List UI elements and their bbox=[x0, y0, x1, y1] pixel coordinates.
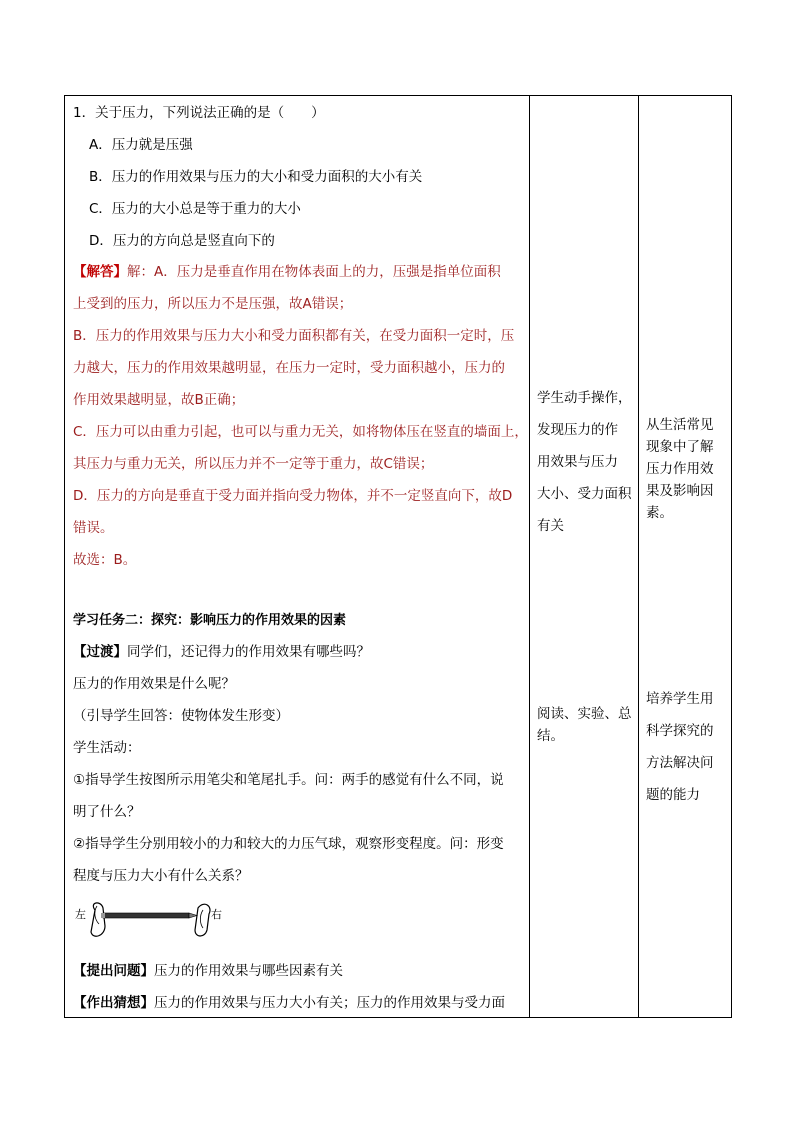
activity-1-line-1: ①指导学生按图所示用笔尖和笔尾扎手。问：两手的感觉有什么不同，说 bbox=[73, 772, 504, 788]
intent-note-1: 果及影响因 bbox=[646, 483, 714, 499]
teacher-activity-cell bbox=[65, 96, 530, 1018]
activity-2-line-1: ②指导学生分别用较小的力和较大的力压气球，观察形变程度。问：形变 bbox=[73, 836, 504, 852]
guide-answer: （引导学生回答：使物体发生形变） bbox=[73, 708, 289, 724]
table-row bbox=[65, 96, 732, 1018]
option-a: A．压力就是压强 bbox=[89, 137, 193, 153]
intent-note-1: 从生活常见 bbox=[646, 417, 714, 433]
question-stem: 1．关于压力，下列说法正确的是（ ） bbox=[73, 105, 325, 121]
option-d: D．压力的方向总是竖直向下的 bbox=[89, 233, 275, 249]
answer-tag: 【解答】 bbox=[73, 264, 127, 280]
student-note-2: 结。 bbox=[537, 728, 564, 744]
activity-label: 学生活动： bbox=[73, 740, 141, 756]
lesson-table bbox=[64, 95, 732, 1018]
intent-note-2: 科学探究的 bbox=[646, 723, 714, 739]
intent-note-1: 压力作用效 bbox=[646, 461, 714, 477]
activity-2-line-2: 程度与压力大小有什么关系？ bbox=[73, 868, 249, 884]
student-note-1: 发现压力的作 bbox=[537, 422, 618, 438]
answer-line-5: 作用效果越明显，故B正确； bbox=[73, 392, 245, 408]
intent-note-1: 现象中了解 bbox=[646, 439, 714, 455]
answer-line-3: B．压力的作用效果与压力大小和受力面积都有关，在受力面积一定时，压 bbox=[73, 328, 515, 344]
student-note-1: 大小、受力面积 bbox=[537, 486, 632, 502]
option-c: C．压力的大小总是等于重力的大小 bbox=[89, 201, 301, 217]
effect-question: 压力的作用效果是什么呢？ bbox=[73, 676, 235, 692]
student-note-1: 学生动手操作， bbox=[537, 390, 632, 406]
label-left: 左 bbox=[75, 908, 86, 921]
option-b: B．压力的作用效果与压力的大小和受力面积的大小有关 bbox=[89, 169, 423, 185]
pencil-press-illustration bbox=[73, 896, 223, 942]
label-right: 右 bbox=[211, 908, 222, 921]
student-note-2: 阅读、实验、总 bbox=[537, 706, 632, 722]
student-note-1: 用效果与压力 bbox=[537, 454, 618, 470]
activity-1-line-2: 明了什么？ bbox=[73, 804, 141, 820]
answer-choice: 故选：B。 bbox=[73, 552, 137, 568]
intent-note-2: 培养学生用 bbox=[646, 691, 714, 707]
answer-line-1: 【解答】解：A．压力是垂直作用在物体表面上的力，压强是指单位面积 bbox=[73, 264, 501, 280]
intent-note-2: 题的能力 bbox=[646, 787, 700, 803]
answer-line-2: 上受到的压力，所以压力不是压强，故A错误； bbox=[73, 296, 353, 312]
design-intent-cell bbox=[639, 96, 732, 1018]
task2-title: 学习任务二：探究：影响压力的作用效果的因素 bbox=[73, 613, 347, 628]
answer-line-8: D．压力的方向是垂直于受力面并指向受力物体，并不一定竖直向下，故D bbox=[73, 488, 513, 504]
answer-line-4: 力越大，压力的作用效果越明显，在压力一定时，受力面积越小，压力的 bbox=[73, 360, 505, 376]
raise-question-line: 【提出问题】压力的作用效果与哪些因素有关 bbox=[73, 963, 343, 979]
answer-line-6: C．压力可以由重力引起，也可以与重力无关，如将物体压在竖直的墙面上， bbox=[73, 424, 528, 440]
intent-note-2: 方法解决问 bbox=[646, 755, 714, 771]
student-activity-cell bbox=[530, 96, 639, 1018]
intent-note-1: 素。 bbox=[646, 505, 673, 521]
hypothesis-line: 【作出猜想】压力的作用效果与压力大小有关；压力的作用效果与受力面 bbox=[73, 995, 505, 1011]
answer-line-9: 错误。 bbox=[73, 520, 114, 536]
student-note-1: 有关 bbox=[537, 518, 564, 534]
answer-line-7: 其压力与重力无关，所以压力并不一定等于重力，故C错误； bbox=[73, 456, 434, 472]
transition-line: 【过渡】同学们，还记得力的作用效果有哪些吗？ bbox=[73, 644, 370, 660]
